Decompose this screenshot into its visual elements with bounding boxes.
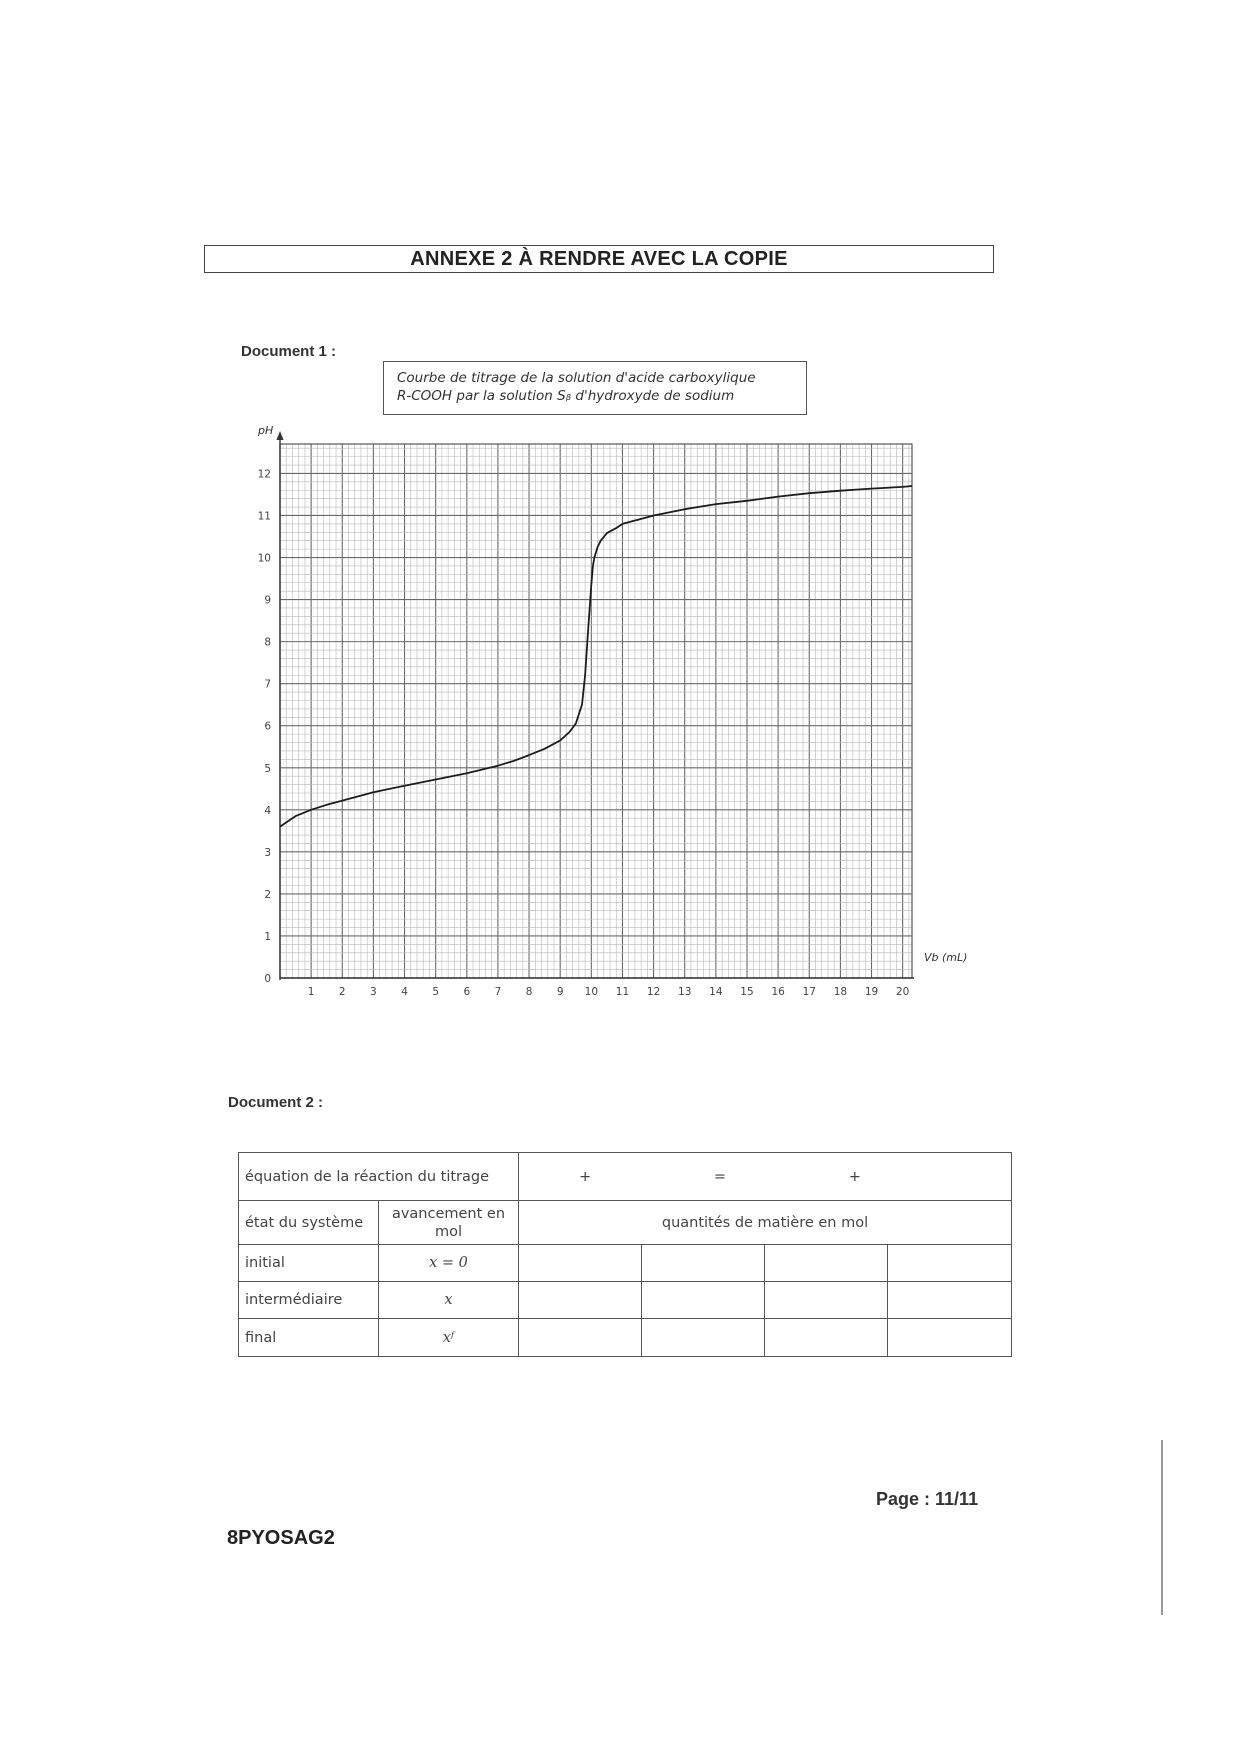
document1-label: Document 1 : (241, 343, 337, 360)
progress-cell: x (379, 1282, 519, 1319)
x-tick-label: 6 (463, 986, 471, 998)
table-row (239, 1245, 1012, 1282)
x-tick-label: 13 (678, 986, 692, 998)
x-tick-label: 15 (740, 986, 754, 998)
quantity-cell[interactable] (888, 1319, 1012, 1357)
table-row (239, 1319, 1012, 1357)
y-tick-label: 4 (264, 804, 271, 817)
y-tick-label: 2 (264, 888, 271, 901)
x-tick-label: 8 (525, 986, 533, 998)
progress-cell: xᶠ (379, 1319, 519, 1357)
x-tick-label: 18 (833, 986, 848, 998)
quantity-cell[interactable] (888, 1282, 1012, 1319)
y-tick-label: 0 (264, 973, 271, 985)
state-cell: final (239, 1319, 379, 1357)
chart-grid (280, 444, 912, 978)
quantities-header: quantités de matière en mol (519, 1201, 1012, 1245)
state-cell: intermédiaire (239, 1282, 379, 1319)
quantity-cell[interactable] (765, 1245, 888, 1282)
progress-cell: x = 0 (379, 1245, 519, 1282)
x-tick-label: 2 (338, 986, 346, 998)
x-tick-label: 16 (771, 986, 785, 998)
quantity-cell[interactable] (765, 1319, 888, 1357)
quantity-cell[interactable] (519, 1319, 642, 1357)
x-tick-label: 11 (615, 986, 630, 998)
plus-sign-2: + (848, 1168, 861, 1185)
x-tick-label: 17 (802, 986, 816, 998)
y-axis-label: pH (258, 424, 274, 437)
quantity-cell[interactable] (765, 1282, 888, 1319)
annex-title: ANNEXE 2 À RENDRE AVEC LA COPIE (410, 247, 788, 270)
x-tick-label: 4 (401, 986, 408, 998)
x-tick-label: 9 (556, 986, 564, 998)
y-tick-label: 9 (264, 594, 271, 607)
quantity-cell[interactable] (519, 1245, 642, 1282)
quantity-cell[interactable] (519, 1282, 642, 1319)
y-tick-label: 8 (264, 636, 271, 649)
table-row (239, 1282, 1012, 1319)
progress-header: avancement en mol (379, 1201, 519, 1245)
x-axis-label: Vb (mL) (924, 950, 968, 964)
x-tick-label: 19 (864, 986, 879, 998)
y-tick-label: 10 (257, 552, 271, 565)
y-tick-label: 7 (264, 678, 271, 691)
quantity-cell[interactable] (642, 1319, 765, 1357)
chart-ticks (258, 468, 910, 998)
x-tick-label: 3 (370, 986, 377, 998)
equation-cell[interactable] (519, 1153, 1012, 1201)
x-tick-label: 14 (709, 986, 723, 998)
chart-series (280, 486, 912, 827)
equals-sign: = (713, 1168, 727, 1185)
quantity-cell[interactable] (888, 1245, 1012, 1282)
y-axis-arrow (277, 431, 284, 440)
reaction-table (238, 1152, 1012, 1357)
quantity-cell[interactable] (642, 1282, 765, 1319)
document-code: 8PYOSAG2 (227, 1527, 335, 1549)
chart-axes (277, 431, 915, 980)
state-cell: initial (239, 1245, 379, 1282)
x-tick-label: 10 (584, 986, 599, 998)
y-tick-label: 11 (257, 510, 271, 523)
document2-label: Document 2 : (228, 1094, 324, 1111)
x-tick-label: 1 (307, 986, 315, 998)
y-tick-label: 12 (257, 468, 271, 481)
x-tick-label: 12 (646, 986, 661, 998)
page-number: Page : 11/11 (876, 1489, 979, 1509)
caption-line2: R-COOH par la solution Sᵦ d'hydroxyde de sodium (397, 388, 735, 404)
x-tick-label: 20 (895, 986, 910, 998)
y-tick-label: 1 (264, 930, 271, 943)
y-tick-label: 3 (264, 846, 271, 859)
y-tick-label: 6 (264, 720, 271, 733)
quantity-cell[interactable] (642, 1245, 765, 1282)
caption-line1: Courbe de titrage de la solution d'acide carboxylique (397, 370, 756, 386)
x-tick-label: 7 (494, 986, 502, 998)
plus-sign-1: + (579, 1168, 592, 1185)
header-row (239, 1201, 1012, 1245)
series-line-ph (280, 486, 912, 827)
x-tick-label: 5 (432, 986, 440, 998)
y-tick-label: 5 (264, 762, 271, 775)
equation-label: équation de la réaction du titrage (239, 1153, 519, 1201)
state-header: état du système (239, 1201, 379, 1245)
equation-row (239, 1153, 1012, 1201)
scan-edge-mark (1161, 1440, 1163, 1615)
